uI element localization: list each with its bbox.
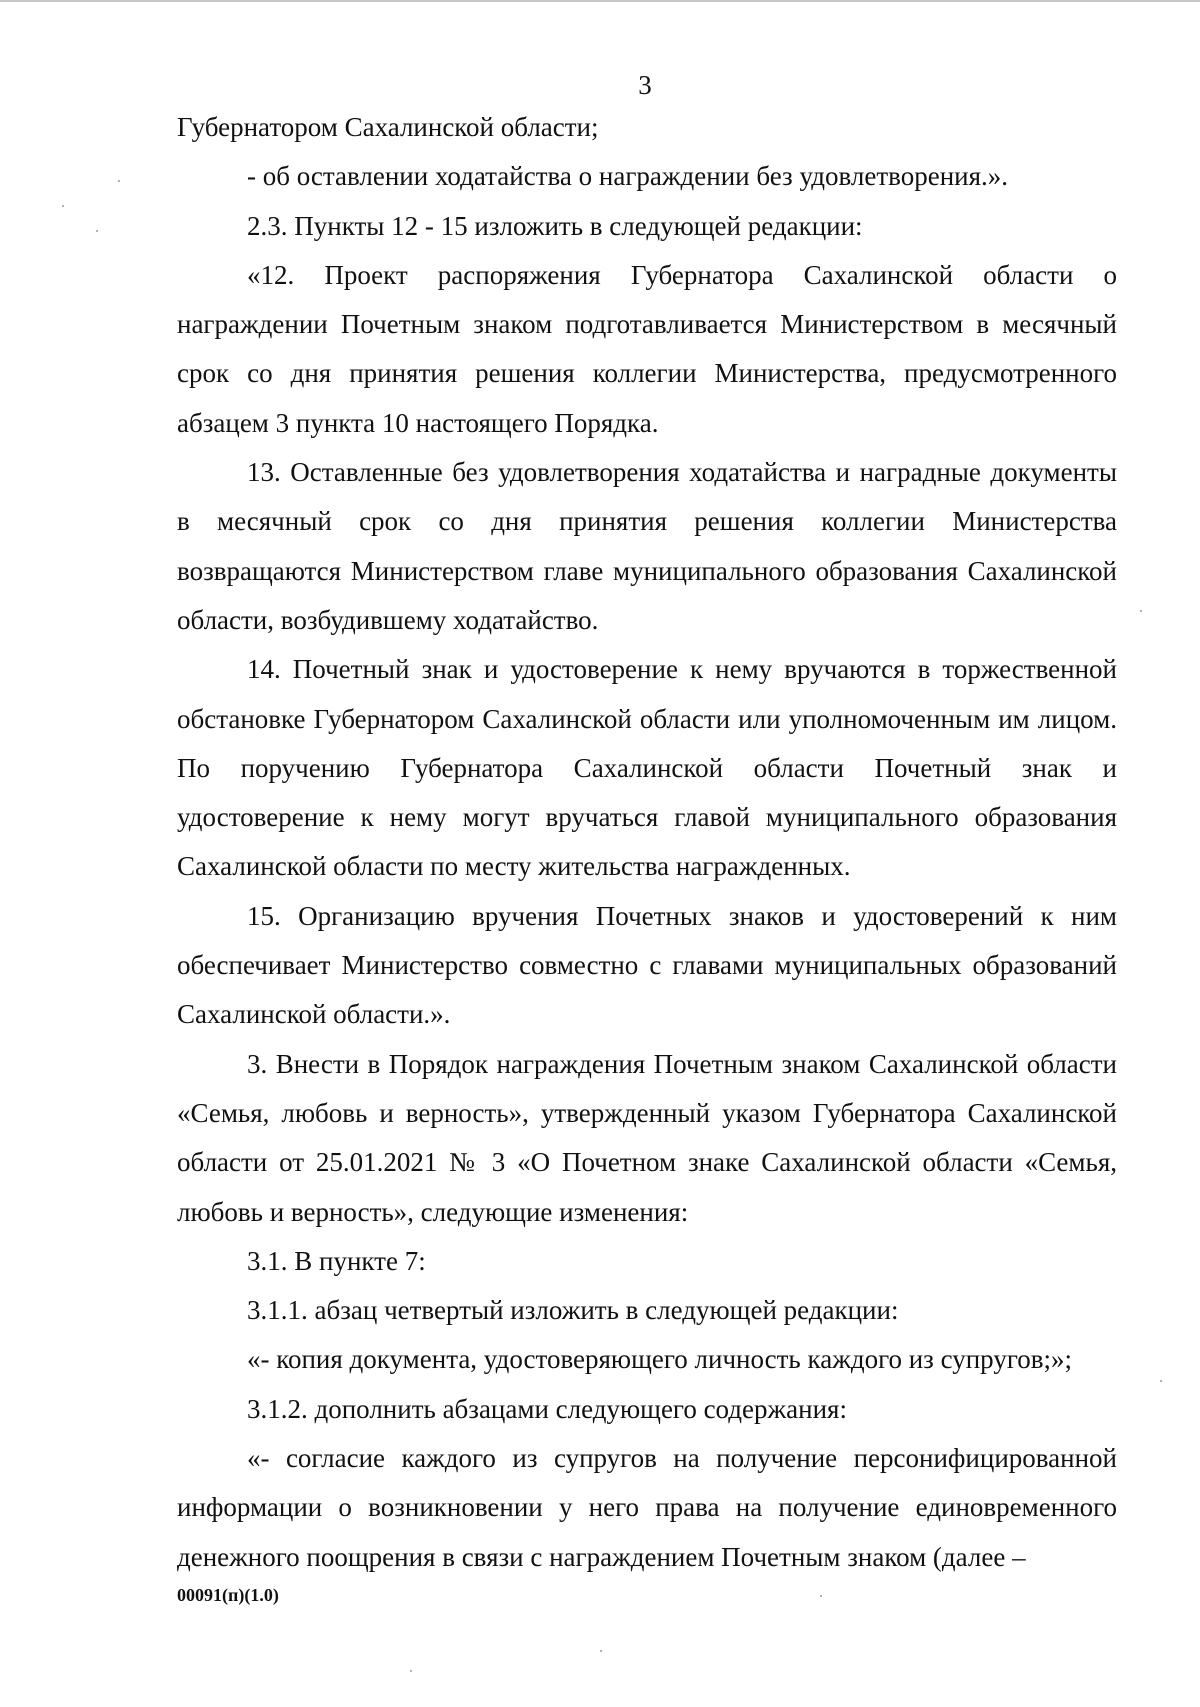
document-code: 00091(п)(1.0) xyxy=(177,1585,279,1605)
paragraph-point-12: «12. Проект распоряжения Губернатора Сахалинской области о награждении Почетным знаком подготавливается Министерством в месячный срок со дня принятия решения коллегии Министерства, предусмотренного абзацем 3 пункта 10 настоящего Порядка. xyxy=(177,259,1117,438)
paragraph-clause-3-1-2: 3.1.2. дополнить абзацами следующего содержания: xyxy=(247,1393,847,1424)
scan-speck xyxy=(1160,1380,1162,1382)
scan-speck xyxy=(410,1670,412,1672)
paragraph-point-14: 14. Почетный знак и удостоверение к нему вручаются в торжественной обстановке Губернатором Сахалинской области или уполномоченным им лицом. По поручению Губернатора Сахалинской области Почетный знак и удостоверение к нему могут вручаться главой муниципального образования Сахалинской области по месту жительства награжденных. xyxy=(177,654,1117,882)
scan-speck xyxy=(1140,610,1142,612)
paragraph-list-item: - об оставлении ходатайства о награждении без удовлетворения.». xyxy=(247,161,1009,192)
scan-speck xyxy=(96,230,98,232)
paragraph-continuation: Губернатором Сахалинской области; xyxy=(177,112,599,142)
page-number: 3 xyxy=(638,70,652,100)
paragraph-point-15: 15. Организацию вручения Почетных знаков и удостоверений к ним обеспечивает Министерство совместно с главами муниципальных образований Сахалинской области.». xyxy=(177,900,1117,1030)
paragraph-clause-2-3: 2.3. Пункты 12 - 15 изложить в следующей редакции: xyxy=(247,210,863,241)
paragraph-clause-3: 3. Внести в Порядок награждения Почетным знаком Сахалинской области «Семья, любовь и верность», утвержденный указом Губернатора Сахалинской области от 25.01.2021 № 3 «О Почетном знаке Сахалинской области «Семья, любовь и верность», следующие изменения: xyxy=(177,1048,1117,1227)
paragraph-clause-3-1: 3.1. В пункте 7: xyxy=(247,1245,426,1276)
scan-speck xyxy=(118,180,120,182)
scan-speck xyxy=(820,1595,822,1597)
document-body xyxy=(177,103,1117,1582)
paragraph-consent-item: «- согласие каждого из супругов на получение персонифицированной информации о возникновении у него права на получение единовременного денежного поощрения в связи с награждением Почетным знаком (далее – xyxy=(177,1443,1117,1572)
scan-edge xyxy=(0,0,1200,2)
paragraph-point-13: 13. Оставленные без удовлетворения ходатайства и наградные документы в месячный срок со дня принятия решения коллегии Министерства возвращаются Министерством главе муниципального образования Сахалинской области, возбудившему ходатайство. xyxy=(177,457,1117,635)
scan-speck xyxy=(600,1650,602,1652)
paragraph-quoted-item: «- копия документа, удостоверяющего личность каждого из супругов;»; xyxy=(247,1344,1072,1375)
paragraph-clause-3-1-1: 3.1.1. абзац четвертый изложить в следующей редакции: xyxy=(247,1295,899,1326)
scan-speck xyxy=(62,205,64,207)
